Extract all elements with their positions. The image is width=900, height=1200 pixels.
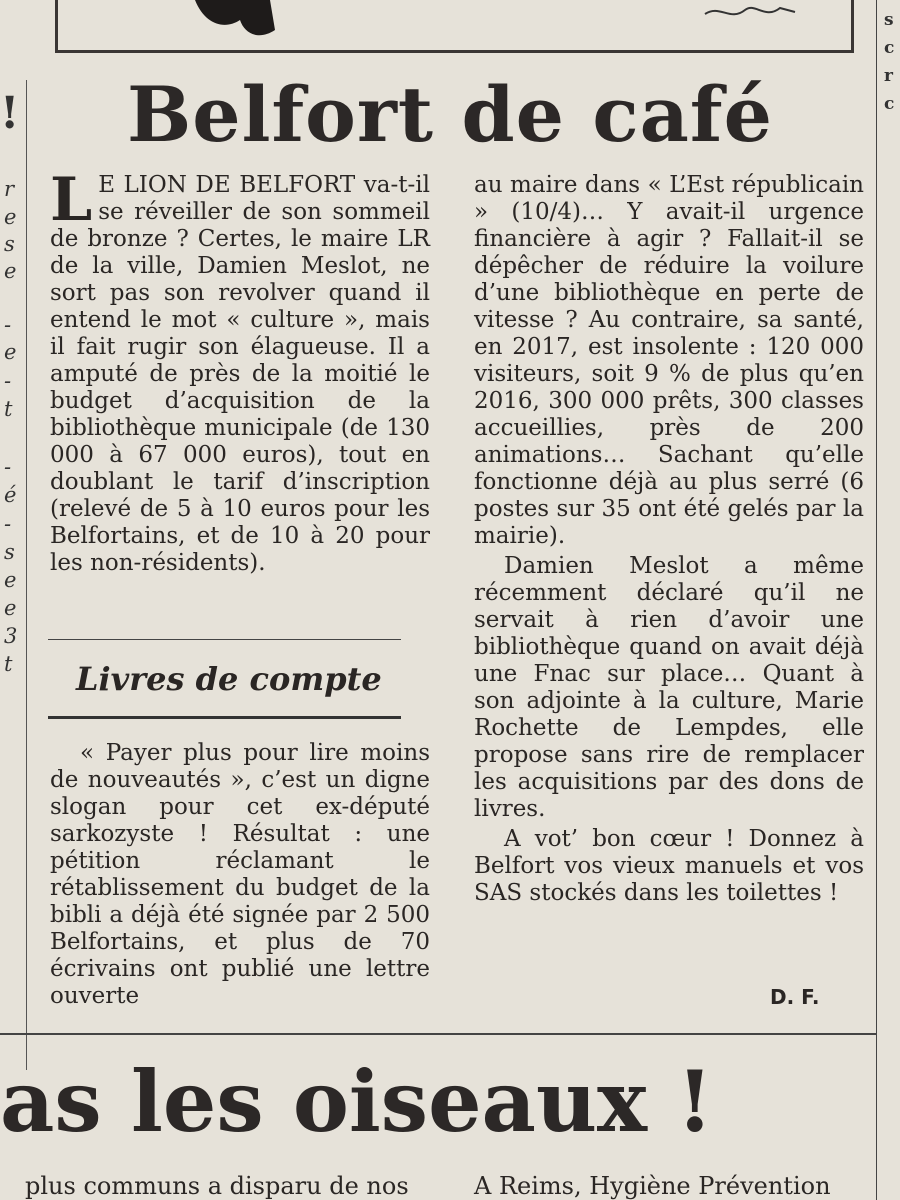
article-headline: Belfort de café bbox=[127, 70, 773, 159]
edge-fragment: e bbox=[4, 568, 17, 592]
edge-fragment: r bbox=[884, 66, 893, 86]
edge-fragment: t bbox=[4, 652, 13, 676]
article-paragraph: Damien Meslot a même récemment déclaré qu’il ne servait à rien d’avoir une bibliothèque quand on avait déjà une Fnac sur place… Quant à son adjointe à la culture, Marie Rochette de Lempdes, elle propose sans rire de remplacer les acquisitions par des dons de livres. bbox=[474, 553, 864, 822]
edge-fragment: e bbox=[4, 596, 17, 620]
column-rule-right bbox=[876, 0, 877, 1200]
cartoon-drawing bbox=[185, 0, 280, 40]
article-paragraph: « Payer plus pour lire moins de nouveautés », c’est un digne slogan pour cet ex-député sarkozyste ! Résultat : une pétition réclamant le rétablissement du budget de la bibli a déjà été signée par 2 500 Belfortains, et plus de 70 écrivains ont publié une lettre ouverte bbox=[50, 740, 430, 1009]
dropcap: L bbox=[50, 165, 93, 235]
next-article-text-left: plus communs a disparu de nos bbox=[25, 1172, 409, 1200]
article-column-left bbox=[50, 165, 430, 577]
next-article-text-right: A Reims, Hygiène Prévention bbox=[474, 1172, 831, 1200]
column-rule-left bbox=[26, 80, 27, 1070]
author-signature: D. F. bbox=[770, 985, 820, 1009]
edge-fragment: s bbox=[4, 540, 15, 564]
edge-fragment: e bbox=[4, 340, 17, 364]
section-rule bbox=[0, 1033, 876, 1035]
edge-fragment: 3 bbox=[4, 624, 18, 648]
edge-fragment: é bbox=[4, 483, 17, 507]
article-column-left-continued bbox=[50, 740, 430, 1010]
edge-fragment: - bbox=[4, 369, 12, 393]
edge-fragment: - bbox=[4, 313, 12, 337]
edge-fragment: r bbox=[4, 177, 15, 201]
edge-fragment: e bbox=[4, 259, 17, 283]
article-paragraph: au maire dans « L’Est républicain » (10/4)… Y avait-il urgence financière à agir ? Fallait-il se dépêcher de réduire la voilure d’une bibliothèque en perte de vitesse ? Au contraire, sa santé, en 2017, est insolente : 120 000 visiteurs, soit 9 % de plus qu’en 2016, 300 000 prêts, 300 classes accueillies, près de 200 animations… Sachant qu’elle fonctionne déjà au plus serré (6 postes sur 35 ont été gelés par la mairie). bbox=[474, 172, 864, 549]
article-column-right bbox=[474, 172, 864, 907]
edge-fragment: - bbox=[4, 512, 12, 536]
edge-fragment: s bbox=[884, 10, 894, 30]
subhead-rule-bottom bbox=[48, 716, 401, 719]
subhead-rule-top bbox=[48, 639, 401, 640]
edge-fragment: c bbox=[884, 38, 895, 58]
edge-fragment: c bbox=[884, 94, 895, 114]
article-paragraph bbox=[50, 165, 430, 577]
edge-fragment: t bbox=[4, 397, 13, 421]
next-article-headline: as les oiseaux ! bbox=[0, 1052, 714, 1151]
subheading: Livres de compte bbox=[76, 660, 382, 698]
article-paragraph: A vot’ bon cœur ! Donnez à Belfort vos vieux manuels et vos SAS stockés dans les toilettes ! bbox=[474, 826, 864, 906]
paragraph-text: E LION DE BELFORT va-t-il se réveiller de son sommeil de bronze ? Certes, le maire LR de la ville, Damien Meslot, ne sort pas son revolver quand il entend le mot « culture », mais il fait rugir son élagueuse. Il a amputé de près de la moitié le budget d’acquisition de la bibliothèque municipale (de 130 000 à 67 000 euros), tout en doublant le tarif d’inscription (relevé de 5 à 10 euros pour les Belfortains, et de 10 à 20 pour les non-résidents). bbox=[50, 172, 430, 576]
cartoon-signature bbox=[700, 0, 800, 24]
edge-fragment: - bbox=[4, 455, 12, 479]
edge-fragment: e bbox=[4, 205, 17, 229]
edge-fragment: s bbox=[4, 232, 15, 256]
edge-fragment: ! bbox=[0, 88, 20, 139]
